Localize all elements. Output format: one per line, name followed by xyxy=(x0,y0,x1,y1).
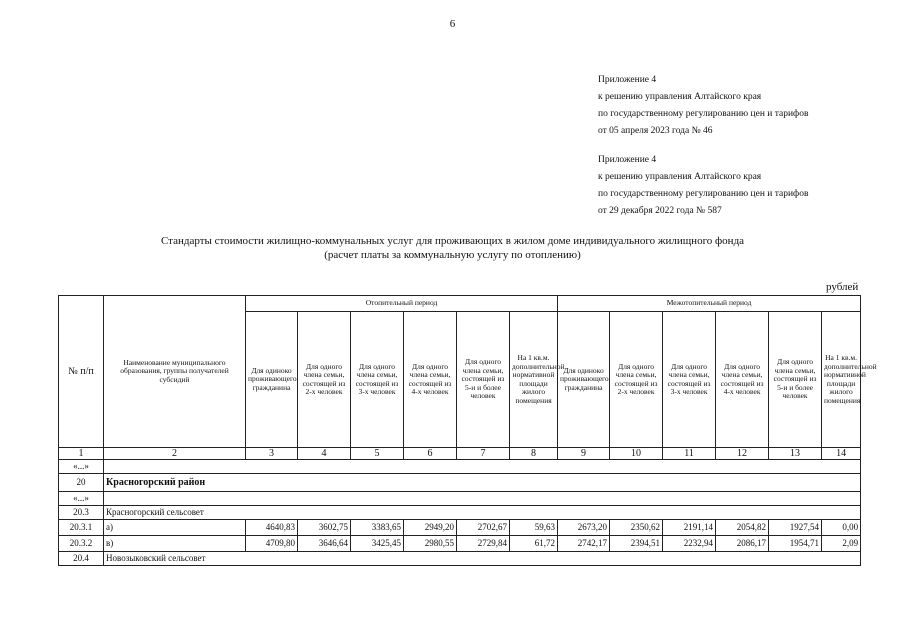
header-interheating-period: Межотопительный период xyxy=(558,296,861,312)
header-heating-col: Для одного члена семьи, состоящей из 4-х человек xyxy=(404,312,457,448)
column-number: 11 xyxy=(663,448,716,460)
ellipsis-cell: «...» xyxy=(59,492,104,506)
header-heating-col: Для одиноко проживающего гражданина xyxy=(246,312,298,448)
column-number: 13 xyxy=(769,448,822,460)
header-interheating-col: Для одного члена семьи, состоящей из 4-х человек xyxy=(716,312,769,448)
tariff-table xyxy=(58,295,877,566)
value-cell: 2232,94 xyxy=(663,536,716,552)
value-cell: 2350,62 xyxy=(610,520,663,536)
column-number: 10 xyxy=(610,448,663,460)
header-no: № п/п xyxy=(59,296,104,448)
value-cell: 2673,20 xyxy=(558,520,610,536)
value-cell: 2729,84 xyxy=(457,536,510,552)
header-heating-col: Для одного члена семьи, состоящей из 2-х человек xyxy=(298,312,351,448)
header-interheating-col: Для одиноко проживающего гражданина xyxy=(558,312,610,448)
column-number: 2 xyxy=(104,448,246,460)
council-no: 20.3 xyxy=(59,506,104,520)
appendix-line: Приложение 4 xyxy=(598,75,657,85)
appendix-line: к решению управления Алтайского края xyxy=(598,92,762,102)
value-cell: 2949,20 xyxy=(404,520,457,536)
title-line-1: Стандарты стоимости жилищно-коммунальных услуг для проживающих в жилом доме индивидуального жилищного фонда xyxy=(160,235,745,247)
council-row xyxy=(59,506,861,520)
empty-cell xyxy=(104,460,861,474)
header-heating-col: Для одного члена семьи, состоящей из 5-и и более человек xyxy=(457,312,510,448)
ellipsis-row xyxy=(59,492,861,506)
value-cell: 4640,83 xyxy=(246,520,298,536)
column-number: 4 xyxy=(298,448,351,460)
row-no: 20.3.1 xyxy=(59,520,104,536)
council-row xyxy=(59,552,861,566)
header-interheating-col: На 1 кв.м. дополнительной нормативной площади жилого помещения xyxy=(822,312,861,448)
column-number: 8 xyxy=(510,448,558,460)
title-line-2: (расчет платы за коммунальную услугу по отоплению) xyxy=(324,249,581,261)
column-number: 12 xyxy=(716,448,769,460)
row-name: а) xyxy=(104,520,246,536)
appendix-line: по государственному регулированию цен и тарифов xyxy=(598,109,809,119)
table-row xyxy=(59,520,861,536)
value-cell: 3646,64 xyxy=(298,536,351,552)
ellipsis-row xyxy=(59,460,861,474)
table-row xyxy=(59,536,861,552)
column-number: 1 xyxy=(59,448,104,460)
header-heating-col: На 1 кв.м. дополнительной нормативной площади жилого помещения xyxy=(510,312,558,448)
value-cell: 3602,75 xyxy=(298,520,351,536)
column-number: 6 xyxy=(404,448,457,460)
header-heating-col: Для одного члена семьи, состоящей из 3-х человек xyxy=(351,312,404,448)
column-number: 14 xyxy=(822,448,861,460)
value-cell: 2394,51 xyxy=(610,536,663,552)
column-number: 3 xyxy=(246,448,298,460)
value-cell: 2086,17 xyxy=(716,536,769,552)
column-number: 9 xyxy=(558,448,610,460)
value-cell: 1954,71 xyxy=(769,536,822,552)
empty-cell xyxy=(104,492,861,506)
value-cell: 61,72 xyxy=(510,536,558,552)
header-interheating-col: Для одного члена семьи, состоящей из 2-х человек xyxy=(610,312,663,448)
appendix-line: от 29 декабря 2022 года № 587 xyxy=(598,206,722,216)
header-interheating-col: Для одного члена семьи, состоящей из 5-и и более человек xyxy=(769,312,822,448)
page-number: 6 xyxy=(449,18,456,30)
header-name: Наименование муниципального образования, группы получателей субсидий xyxy=(104,296,246,448)
appendix-block-2 xyxy=(598,152,808,220)
value-cell: 1927,54 xyxy=(769,520,822,536)
value-cell: 3425,45 xyxy=(351,536,404,552)
district-name: Красногорский район xyxy=(104,474,861,492)
value-cell: 59,63 xyxy=(510,520,558,536)
value-cell: 0,00 xyxy=(822,520,861,536)
header-heating-period: Отопительный период xyxy=(246,296,558,312)
value-cell: 2054,82 xyxy=(716,520,769,536)
district-row xyxy=(59,474,861,492)
column-number: 5 xyxy=(351,448,404,460)
value-cell: 4709,80 xyxy=(246,536,298,552)
appendix-line: от 05 апреля 2023 года № 46 xyxy=(598,126,713,136)
document-title xyxy=(0,234,905,262)
council-name: Новозыковский сельсовет xyxy=(104,552,861,566)
column-number-row xyxy=(59,448,861,460)
appendix-line: Приложение 4 xyxy=(598,155,657,165)
council-name: Красногорский сельсовет xyxy=(104,506,861,520)
council-no: 20.4 xyxy=(59,552,104,566)
column-number: 7 xyxy=(457,448,510,460)
row-name: в) xyxy=(104,536,246,552)
header-row-groups xyxy=(59,296,861,312)
value-cell: 2,09 xyxy=(822,536,861,552)
row-no: 20.3.2 xyxy=(59,536,104,552)
header-interheating-col: Для одного члена семьи, состоящей из 3-х человек xyxy=(663,312,716,448)
value-cell: 2742,17 xyxy=(558,536,610,552)
value-cell: 2980,55 xyxy=(404,536,457,552)
appendix-line: к решению управления Алтайского края xyxy=(598,172,762,182)
ellipsis-cell: «...» xyxy=(59,460,104,474)
appendix-line: по государственному регулированию цен и тарифов xyxy=(598,189,809,199)
value-cell: 2191,14 xyxy=(663,520,716,536)
units-label: рублей xyxy=(826,281,859,293)
value-cell: 2702,67 xyxy=(457,520,510,536)
value-cell: 3383,65 xyxy=(351,520,404,536)
district-no: 20 xyxy=(59,474,104,492)
appendix-block-1 xyxy=(598,72,808,140)
